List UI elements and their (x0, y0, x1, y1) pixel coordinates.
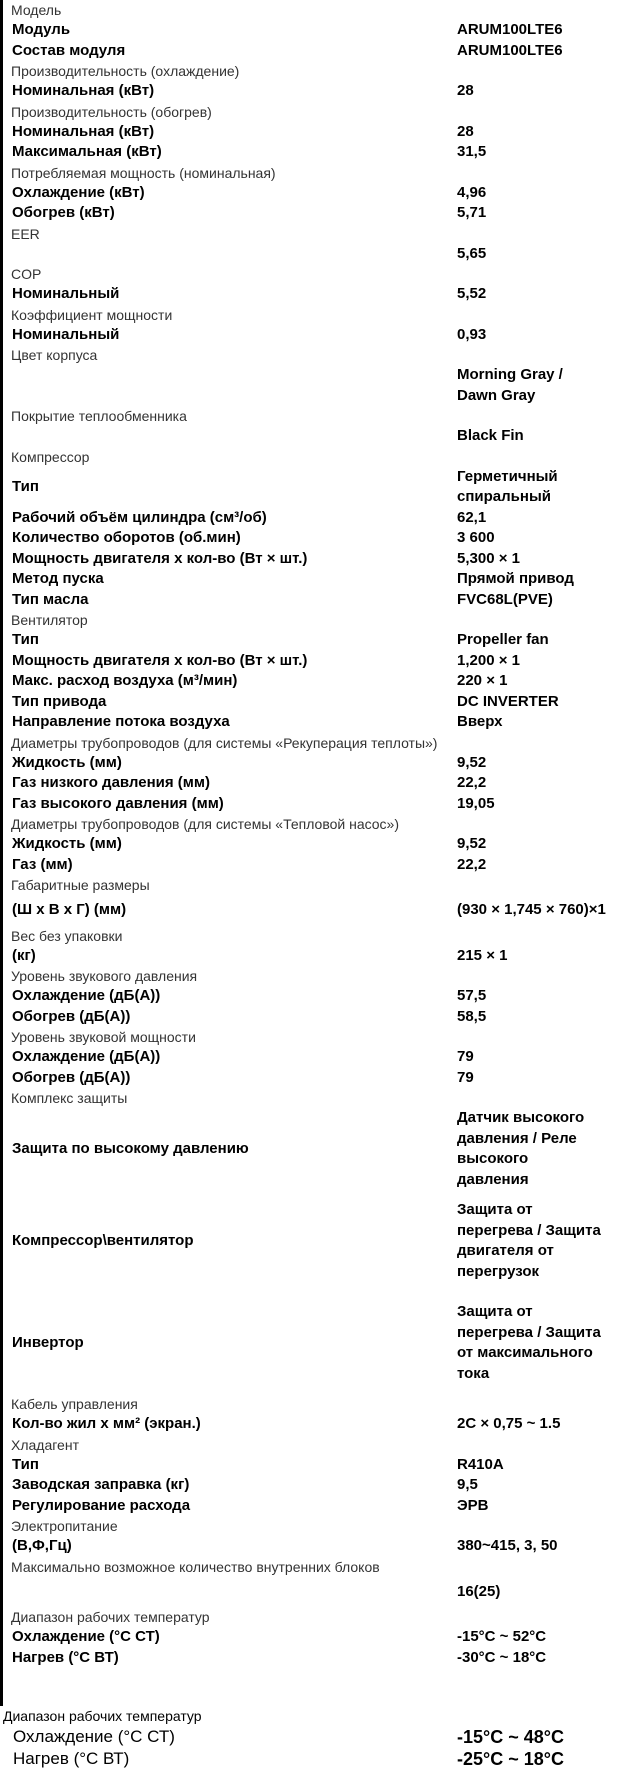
spec-row (0, 203, 619, 224)
group-title: Вес без упаковки (11, 927, 123, 944)
spec-row (0, 549, 619, 570)
spec-value-line: -15°C ~ 52°C (457, 1628, 547, 1645)
spec-value-line: перегрузок (457, 1262, 540, 1280)
spec-row (0, 712, 619, 733)
spec-value-line: Датчик высокого (457, 1109, 585, 1126)
spec-label: Метод пуска (12, 570, 104, 587)
spec-value (445, 1648, 619, 1669)
group-title: Диаметры трубопроводов (для системы «Тепловой насос») (11, 816, 400, 832)
spec-value (445, 753, 619, 774)
spec-label: Охлаждение (дБ(А)) (12, 987, 161, 1004)
footer-row-cooling (0, 1726, 619, 1748)
spec-row (0, 1496, 619, 1517)
spec-value-line: 62,1 (457, 508, 487, 526)
spec-row (0, 651, 619, 672)
spec-value-line: Защита от (457, 1303, 533, 1320)
spec-value (445, 1414, 619, 1435)
spec-value (445, 794, 619, 815)
group-title: Уровень звуковой мощности (11, 1029, 196, 1045)
spec-value (445, 651, 619, 672)
spec-value (445, 508, 619, 529)
spec-row (0, 986, 619, 1007)
spec-row (0, 834, 619, 855)
spec-label: Мощность двигателя х кол-во (Вт × шт.) (12, 549, 308, 567)
spec-value-line: R410A (457, 1455, 504, 1473)
spec-value (445, 1496, 619, 1517)
spec-label: Направление потока воздуха (12, 713, 230, 730)
spec-value (445, 773, 619, 794)
spec-value (445, 1455, 619, 1476)
spec-row (0, 630, 619, 651)
spec-value (445, 692, 619, 713)
spec-row (0, 692, 619, 713)
spec-value-line: 380~415, 3, 50 (457, 1537, 558, 1554)
spec-row (0, 284, 619, 305)
spec-value-line: 22,2 (457, 855, 487, 873)
spec-row (0, 508, 619, 529)
spec-value-line: 28 (457, 82, 474, 99)
spec-label: Кол-во жил х мм² (экран.) (12, 1415, 201, 1432)
spec-value-line: 3 600 (457, 529, 495, 546)
spec-label: Обогрев (дБ(А)) (12, 1007, 131, 1025)
spec-group (0, 814, 619, 875)
spec-value (445, 122, 619, 143)
group-title: Производительность (обогрев) (11, 103, 212, 120)
spec-value-line: 31,5 (457, 143, 487, 160)
spec-value-line: перегрева / Защита (457, 1221, 601, 1239)
spec-label: Тип (12, 1455, 39, 1473)
spec-value (445, 528, 619, 549)
spec-row (0, 1190, 619, 1292)
spec-value (445, 1068, 619, 1089)
spec-value (445, 569, 619, 590)
spec-label: Защита по высокому давлению (12, 1139, 249, 1157)
spec-value-line: (930 × 1,745 × 760)×1 (457, 901, 606, 918)
spec-value-line: 5,71 (457, 204, 487, 221)
spec-row (0, 1292, 619, 1394)
spec-label: Тип масла (12, 590, 89, 608)
spec-value (445, 81, 619, 102)
spec-label: Газ (мм) (12, 855, 73, 873)
spec-value-line: ЭРВ (457, 1496, 489, 1514)
spec-label: Компрессор\вентилятор (12, 1231, 194, 1249)
spec-value (445, 426, 619, 447)
spec-group (0, 0, 619, 61)
spec-row (0, 1047, 619, 1068)
spec-label: Жидкость (мм) (12, 835, 122, 852)
spec-group (0, 1607, 619, 1668)
spec-row (0, 81, 619, 102)
spec-group (0, 102, 619, 163)
spec-value-line: Morning Gray / (457, 366, 563, 383)
spec-label: Номинальная (кВт) (12, 122, 155, 140)
group-title: Электропитание (11, 1518, 118, 1534)
spec-label: Состав модуля (12, 41, 126, 59)
spec-value-line: Вверх (457, 713, 503, 730)
spec-group (0, 1435, 619, 1517)
spec-value-line: 215 × 1 (457, 946, 508, 964)
spec-label: Газ высокого давления (мм) (12, 794, 224, 812)
spec-value-line: FVC68L(PVE) (457, 590, 553, 608)
spec-row (0, 1108, 619, 1190)
spec-value (445, 1302, 619, 1384)
spec-value-line: Propeller fan (457, 631, 549, 648)
spec-group (0, 406, 619, 447)
spec-value (445, 834, 619, 855)
spec-row (0, 794, 619, 815)
spec-value-line: 5,52 (457, 285, 487, 302)
spec-group (0, 345, 619, 406)
spec-value (445, 467, 619, 508)
spec-label (0, 244, 445, 265)
spec-value-line: 58,5 (457, 1007, 487, 1025)
spec-value-line: Black Fin (457, 427, 524, 444)
spec-value-line: Прямой привод (457, 570, 574, 587)
spec-row (0, 122, 619, 143)
footer-cooling-value: -15°C ~ 48°C (457, 1726, 564, 1747)
spec-row (0, 671, 619, 692)
spec-value (445, 549, 619, 570)
spec-row (0, 1648, 619, 1669)
spec-value-line: Герметичный (457, 467, 558, 485)
spec-row (0, 1577, 619, 1608)
spec-group (0, 875, 619, 926)
group-title: Уровень звукового давления (11, 968, 198, 984)
spec-value-line: 57,5 (457, 987, 487, 1004)
spec-value (445, 1475, 619, 1496)
spec-row (0, 1068, 619, 1089)
spec-value (445, 712, 619, 733)
spec-row (0, 1414, 619, 1435)
footer-title: Диапазон рабочих температур (3, 1708, 202, 1724)
spec-value (445, 855, 619, 876)
group-title: Коэффициент мощности (11, 306, 173, 323)
spec-value-line: спиральный (457, 488, 551, 505)
group-title: EER (11, 225, 40, 242)
spec-value-line: 16(25) (457, 1582, 501, 1600)
spec-label: (Ш х В х Г) (мм) (12, 901, 127, 918)
spec-label: Номинальная (кВт) (12, 82, 155, 99)
spec-row (0, 946, 619, 967)
spec-row (0, 1007, 619, 1028)
spec-group (0, 224, 619, 265)
spec-value (445, 946, 619, 967)
spec-value-line: 4,96 (457, 183, 487, 201)
spec-value (445, 244, 619, 265)
footer-heating-value: -25°C ~ 18°C (457, 1748, 564, 1769)
spec-value-line: давления / Реле (457, 1129, 577, 1147)
spec-group (0, 163, 619, 224)
spec-label: Тип привода (12, 692, 107, 710)
spec-row (0, 41, 619, 62)
spec-row (0, 855, 619, 876)
spec-label: Количество оборотов (об.мин) (12, 529, 241, 546)
footer-heating-label: Нагрев (°С ВТ) (13, 1749, 130, 1768)
spec-value-line: Защита от (457, 1201, 533, 1218)
group-title: Максимально возможное количество внутренних блоков (11, 1558, 380, 1575)
spec-value-line: 79 (457, 1048, 474, 1065)
spec-label: Охлаждение (кВт) (12, 183, 145, 201)
spec-group (0, 1516, 619, 1557)
spec-value-line: тока (457, 1364, 490, 1382)
group-title: Компрессор (11, 448, 90, 465)
spec-label: Жидкость (мм) (12, 753, 122, 771)
spec-value (445, 900, 619, 921)
spec-label: Инвертор (12, 1333, 84, 1351)
spec-label: Обогрев (кВт) (12, 204, 115, 221)
spec-label (0, 1582, 445, 1603)
spec-group (0, 966, 619, 1027)
spec-value-line: 5,65 (457, 244, 487, 262)
spec-label: (В,Ф,Гц) (12, 1537, 72, 1554)
spec-value-line: 28 (457, 122, 474, 140)
spec-value (445, 630, 619, 651)
spec-value (445, 1047, 619, 1068)
spec-group (0, 733, 619, 815)
spec-value (445, 183, 619, 204)
spec-row (0, 1455, 619, 1476)
spec-label: Охлаждение (°С СТ) (12, 1628, 160, 1645)
spec-label: Нагрев (°С ВТ) (12, 1648, 119, 1666)
group-title: Покрытие теплообменника (11, 408, 187, 424)
spec-row (0, 569, 619, 590)
group-title: COP (11, 266, 42, 282)
spec-group (0, 305, 619, 346)
spec-label: Тип (12, 477, 39, 495)
spec-group (0, 926, 619, 967)
footer-cooling-label: Охлаждение (°С СТ) (13, 1727, 175, 1746)
spec-label: Макс. расход воздуха (м³/мин) (12, 672, 238, 689)
spec-value-line: 79 (457, 1068, 474, 1086)
spec-label: Модуль (12, 21, 71, 38)
spec-value-line: -30°C ~ 18°C (457, 1648, 547, 1666)
spec-value-line: 22,2 (457, 774, 487, 791)
spec-value (445, 142, 619, 163)
spec-row (0, 244, 619, 265)
spec-label: Заводская заправка (кг) (12, 1476, 190, 1493)
spec-row (0, 1627, 619, 1648)
group-title: Вентилятор (11, 612, 88, 628)
spec-label: Тип (12, 631, 39, 648)
spec-row (0, 753, 619, 774)
spec-value (445, 41, 619, 62)
group-title: Модель (11, 2, 62, 18)
spec-value-line: 5,300 × 1 (457, 549, 520, 567)
spec-value (445, 1200, 619, 1282)
spec-group (0, 610, 619, 733)
spec-value (445, 1007, 619, 1028)
spec-value (445, 284, 619, 305)
spec-row (0, 590, 619, 611)
spec-group (0, 1027, 619, 1088)
spec-group (0, 1557, 619, 1608)
spec-group (0, 61, 619, 102)
spec-value-line: перегрева / Защита (457, 1323, 601, 1341)
spec-value (445, 986, 619, 1007)
spec-label (0, 426, 445, 447)
group-title: Потребляемая мощность (номинальная) (11, 164, 276, 181)
spec-label (0, 365, 445, 406)
left-border-line (0, 0, 3, 1706)
group-title: Хладагент (11, 1436, 79, 1453)
spec-value-line: 220 × 1 (457, 672, 508, 689)
spec-value (445, 1582, 619, 1603)
spec-value-line: 0,93 (457, 325, 487, 343)
spec-row (0, 325, 619, 346)
spec-label: (кг) (12, 946, 36, 964)
group-title: Кабель управления (11, 1396, 138, 1412)
spec-label: Максимальная (кВт) (12, 143, 162, 160)
spec-value (445, 1108, 619, 1190)
spec-row (0, 528, 619, 549)
spec-label: Номинальный (12, 325, 120, 343)
footer-row-heating (0, 1748, 619, 1770)
spec-value-line: 9,5 (457, 1476, 478, 1493)
spec-row (0, 20, 619, 41)
spec-value-line: ARUM100LTE6 (457, 21, 563, 38)
group-title: Диапазон рабочих температур (11, 1609, 210, 1625)
spec-label: Регулирование расхода (12, 1496, 191, 1514)
spec-row (0, 773, 619, 794)
group-title: Комплекс защиты (11, 1090, 128, 1106)
spec-value-line: высокого (457, 1150, 529, 1167)
spec-value (445, 671, 619, 692)
spec-value-line: давления (457, 1170, 529, 1188)
spec-value-line: ARUM100LTE6 (457, 41, 563, 59)
spec-value-line: 2C × 0,75 ~ 1.5 (457, 1415, 561, 1432)
spec-row (0, 142, 619, 163)
spec-label: Мощность двигателя х кол-во (Вт × шт.) (12, 651, 308, 669)
spec-value (445, 1627, 619, 1648)
spec-value-line: 1,200 × 1 (457, 651, 520, 669)
group-title: Диаметры трубопроводов (для системы «Рекуперация теплоты») (11, 734, 438, 751)
spec-row (0, 426, 619, 447)
spec-value-line: Dawn Gray (457, 386, 536, 404)
spec-row (0, 1475, 619, 1496)
spec-value (445, 20, 619, 41)
spec-row (0, 467, 619, 508)
spec-row (0, 183, 619, 204)
spec-label: Обогрев (дБ(А)) (12, 1068, 131, 1086)
spec-value-line: 19,05 (457, 794, 495, 812)
footer-temperature-range (0, 1706, 619, 1770)
spec-label: Охлаждение (дБ(А)) (12, 1048, 161, 1065)
spec-group (0, 1394, 619, 1435)
spec-value-line: от максимального (457, 1344, 593, 1361)
spec-group (0, 447, 619, 611)
spec-value (445, 203, 619, 224)
spec-value (445, 590, 619, 611)
spec-row (0, 895, 619, 926)
spec-value-line: DC INVERTER (457, 692, 559, 710)
spec-value-line: 9,52 (457, 753, 487, 771)
group-title: Цвет корпуса (11, 347, 98, 363)
spec-value-line: 9,52 (457, 835, 487, 852)
spec-value (445, 325, 619, 346)
spec-group (0, 1088, 619, 1394)
group-title: Производительность (охлаждение) (11, 63, 240, 79)
spec-row (0, 1536, 619, 1557)
spec-value (445, 365, 619, 406)
spec-group (0, 264, 619, 305)
spec-value-line: двигателя от (457, 1242, 554, 1259)
spec-value (445, 1536, 619, 1557)
group-title: Габаритные размеры (11, 877, 150, 893)
spec-label: Газ низкого давления (мм) (12, 774, 210, 791)
spec-label: Номинальный (12, 285, 120, 302)
spec-row (0, 365, 619, 406)
spec-label: Рабочий объём цилиндра (см³/об) (12, 508, 267, 526)
